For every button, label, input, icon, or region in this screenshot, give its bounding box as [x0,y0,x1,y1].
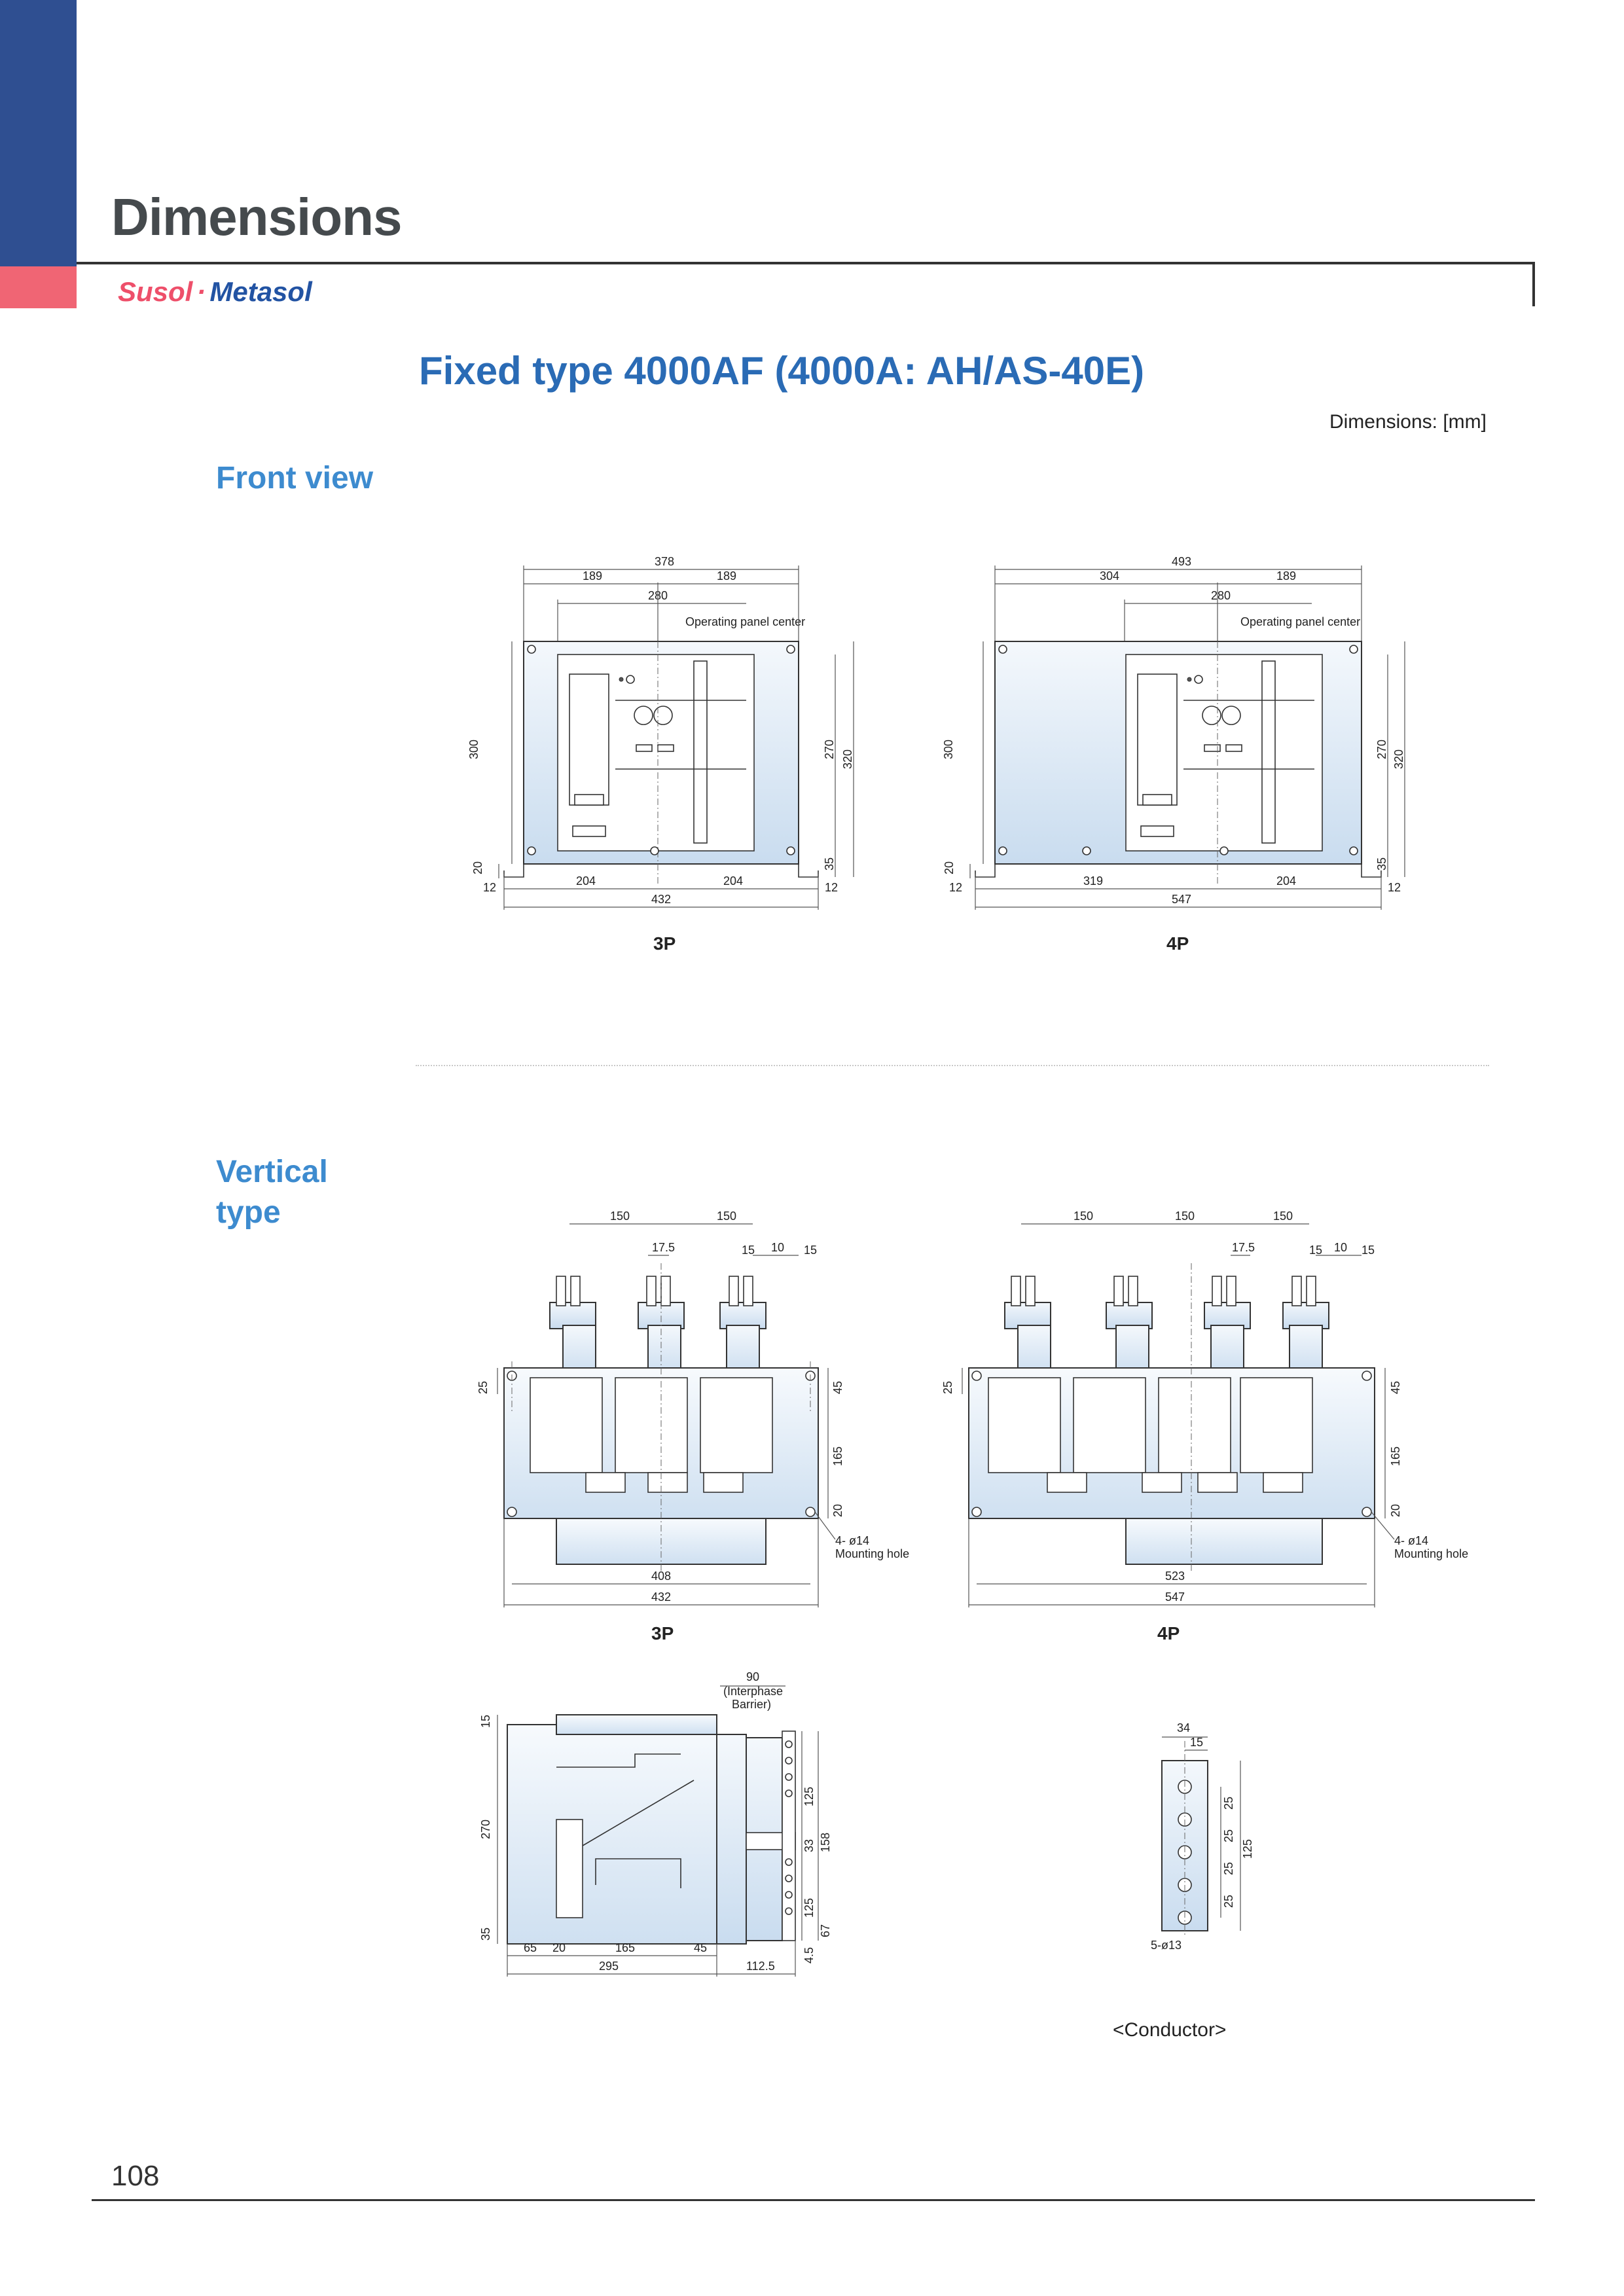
operating-panel-center-label: Operating panel center [685,615,806,628]
dim-125: 125 [1241,1839,1254,1859]
dim-150-c: 150 [1273,1210,1293,1223]
dim-15-b: 15 [1362,1244,1375,1257]
dim-408: 408 [651,1570,672,1583]
section-vertical-line1: Vertical [216,1155,328,1189]
header-blue-bar [0,0,77,266]
dim-300: 300 [942,739,955,759]
dim-90: 90 [746,1670,760,1683]
dim-12-right: 12 [825,881,839,894]
dim-158: 158 [819,1832,832,1852]
dim-432: 432 [651,1590,672,1604]
main-heading: Fixed type 4000AF (4000A: AH/AS-40E) [419,349,1145,393]
dim-493: 493 [1172,555,1192,568]
dim-204: 204 [1276,874,1297,888]
dim-15-a: 15 [1309,1244,1323,1257]
section-front-view: Front view [216,461,374,495]
dim-67: 67 [819,1924,832,1937]
dim-150-a: 150 [610,1210,630,1223]
dim-320: 320 [841,749,854,769]
dim-65: 65 [524,1941,537,1954]
header-red-bar [0,266,77,308]
barrier-label-2: Barrier) [732,1698,772,1711]
dim-204-right: 204 [723,874,744,888]
dim-204-left: 204 [576,874,596,888]
dim-189: 189 [1276,569,1297,583]
dim-320: 320 [1392,749,1405,769]
dim-10: 10 [1334,1241,1348,1254]
dim-150-a: 150 [1074,1210,1094,1223]
front-view-4p-drawing [936,543,1407,936]
dim-547: 547 [1165,1590,1185,1604]
dim-150-b: 150 [717,1210,737,1223]
brand-dot: · [196,276,206,307]
dim-20: 20 [831,1503,844,1517]
dim-17-5: 17.5 [652,1241,676,1254]
dim-34: 34 [1177,1721,1191,1734]
dim-35: 35 [823,857,836,870]
dim-25-d: 25 [1222,1894,1235,1908]
page-title: Dimensions [111,188,402,246]
dim-270: 270 [1375,739,1388,759]
dim-165: 165 [1389,1446,1402,1466]
dim-270: 270 [823,739,836,759]
dim-432: 432 [651,893,672,906]
dim-10: 10 [771,1241,785,1254]
dim-304: 304 [1100,569,1120,583]
vertical-4p-drawing [941,1204,1469,1623]
dim-25-b: 25 [1222,1829,1235,1842]
dim-33: 33 [803,1839,816,1852]
dim-378: 378 [655,555,675,568]
units-note: Dimensions: [mm] [1329,411,1487,433]
dim-25-a: 25 [1222,1796,1235,1810]
caption-front-3p: 3P [653,933,676,954]
dim-45: 45 [831,1380,844,1394]
dim-12-left: 12 [949,881,963,894]
conductor-drawing [1139,1715,1296,1977]
brand-logo [118,276,312,308]
dim-125-b: 125 [803,1897,816,1918]
dim-15: 15 [1190,1736,1204,1749]
dim-20: 20 [552,1941,566,1954]
caption-vertical-4p: 4P [1157,1623,1180,1643]
dim-125-a: 125 [803,1786,816,1806]
dim-15-b: 15 [804,1244,818,1257]
dim-280: 280 [648,589,668,602]
caption-vertical-3p: 3P [651,1623,674,1643]
side-view-drawing [471,1662,838,1990]
dim-189-right: 189 [717,569,737,583]
vertical-3p-drawing [458,1204,929,1623]
title-rule-end [1532,262,1535,306]
brand-susol: Susol [118,276,193,307]
dim-45: 45 [694,1941,708,1954]
dim-523: 523 [1165,1570,1185,1583]
dim-20: 20 [471,861,484,874]
mounting-hole-label: Mounting hole [835,1547,910,1560]
dim-165: 165 [831,1446,844,1466]
mounting-hole-spec: 4- ø14 [1394,1534,1429,1547]
dim-165: 165 [615,1941,636,1954]
dim-300: 300 [467,739,480,759]
mounting-hole-label: Mounting hole [1394,1547,1469,1560]
dim-270: 270 [479,1819,492,1839]
dim-12-left: 12 [483,881,497,894]
dim-12-right: 12 [1388,881,1401,894]
dim-4-5: 4.5 [803,1946,816,1964]
caption-front-4p: 4P [1166,933,1189,954]
dim-547: 547 [1172,893,1192,906]
page-number: 108 [111,2160,160,2192]
mounting-hole-spec: 4- ø14 [835,1534,870,1547]
dim-25: 25 [941,1380,954,1394]
operating-panel-center-label: Operating panel center [1240,615,1361,628]
caption-conductor: <Conductor> [1113,2019,1227,2041]
dim-20: 20 [943,861,956,874]
dim-20: 20 [1389,1503,1402,1517]
section-vertical-line2: type [216,1195,281,1230]
dim-319: 319 [1083,874,1104,888]
dim-112-5: 112.5 [746,1960,775,1973]
dim-45: 45 [1389,1380,1402,1394]
dim-15: 15 [479,1714,492,1728]
dim-35: 35 [1375,857,1388,870]
brand-metasol: Metasol [209,276,312,307]
holes-spec: 5-ø13 [1151,1939,1182,1952]
section-vertical-type [216,1152,328,1233]
footer-rule [92,2199,1535,2201]
dim-15-a: 15 [742,1244,755,1257]
dim-295: 295 [599,1960,619,1973]
front-view-3p-drawing [458,543,884,936]
dim-25-c: 25 [1222,1861,1235,1875]
dim-17-5: 17.5 [1232,1241,1255,1254]
title-rule [77,262,1534,264]
dim-280: 280 [1211,589,1231,602]
section-separator [416,1065,1489,1066]
dim-35: 35 [479,1927,492,1941]
dim-150-b: 150 [1175,1210,1195,1223]
barrier-label-1: (Interphase [723,1685,784,1698]
dim-189-left: 189 [583,569,603,583]
dim-25: 25 [477,1380,490,1394]
